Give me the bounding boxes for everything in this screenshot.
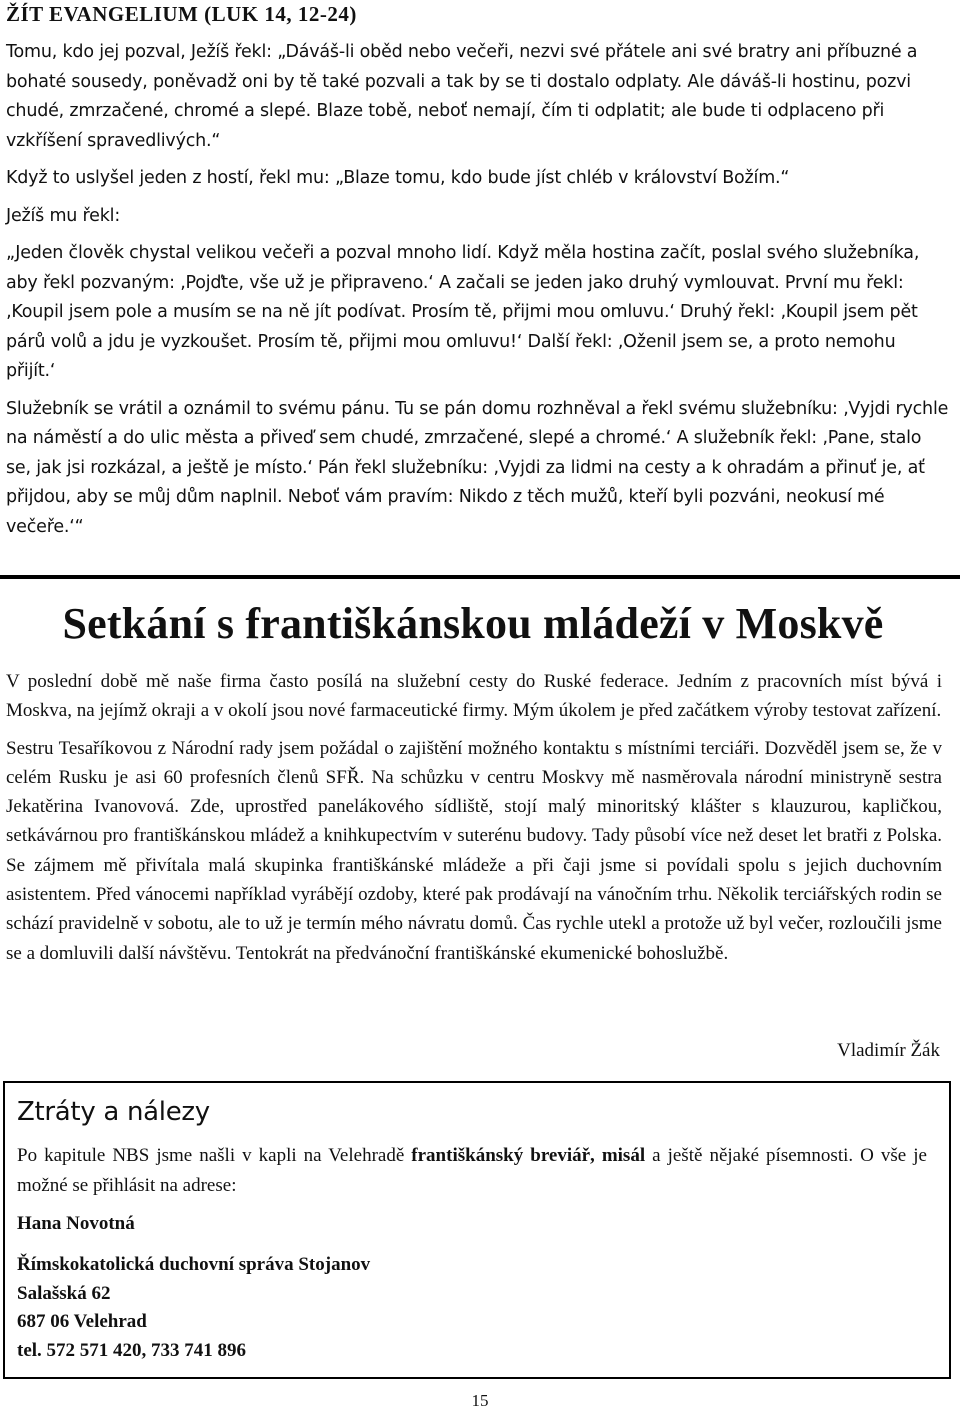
article-author: Vladimír Žák (837, 1040, 940, 1061)
gospel-text (6, 38, 950, 550)
lost-and-found-title: Ztráty a nálezy (17, 1097, 210, 1127)
intro-text-end: a ještě nějaké písemnosti. O vše je možné se přihlásit na adrese: (17, 1145, 927, 1196)
lost-and-found-intro (17, 1141, 927, 1200)
page-number: 15 (471, 1391, 489, 1410)
gospel-paragraph-1: Tomu, kdo jej pozval, Ježíš řekl: „Dáváš-li oběd nebo večeři, nezvi své přátele ani své bratry ani příbuzné a bohaté sousedy, poněvadž oni by tě také pozvali a tak by se ti dostalo odplaty. Ale dáváš-li hostinu, pozvi chudé, zmrzačené, chromé a slepé. Blaze tobě, neboť nemají, čím ti odplatit; ale bude ti odplaceno při vzkříšení spravedlivých.“ (6, 42, 918, 151)
article-paragraph-2: Sestru Tesaříkovou z Národní rady jsem požádal o zajištění možného kontaktu s místními terciáři. Dozvěděl jsem se, že v celém Rusku je asi 60 profesních členů SFŘ. Na schůzku v centru Moskvy mě nasměrovala národní ministryně sestra Jekatěrina Ivanovová. Zde, uprostřed panelákového sídliště, stojí malý minoritský klášter s klauzurou, kapličkou, setkávárnou pro františkánskou mládež a knihkupectvím v suterénu budovy. Tady působí více než deset let bratři z Polska. Se zájmem mě přivítala malá skupinka františkánské mládeže a při čaji jsme si povídali spolu s jejich duchovním asistentem. Před vánocemi například vyrábějí ozdoby, které pak prodávají na vánočním trhu. Několik terciářských rodin se schází pravidelně v sobotu, ale to už je termín mého návratu domů. Čas rychle utekl a protože už byl večer, rozloučili jsme se a domluvili další návštěvu. Tentokrát na předvánoční františkánské ekumenické bohoslužbě. (6, 737, 942, 964)
intro-text-start: Po kapitule NBS jsme našli v kapli na Velehradě (17, 1145, 412, 1166)
gospel-paragraph-2: Když to uslyšel jeden z hostí, řekl mu: „Blaze tomu, kdo bude jíst chléb v království Božím.“ (6, 168, 790, 188)
address-line-street: Salašská 62 (17, 1282, 111, 1304)
found-items: františkánský breviář, misál (411, 1145, 646, 1166)
address-line-phone: tel. 572 571 420, 733 741 896 (17, 1339, 247, 1361)
address-line-organization: Římskokatolická duchovní správa Stojanov (17, 1254, 371, 1275)
article-paragraph-1: V poslední době mě naše firma často posílá na služební cesty do Ruské federace. Jedním z pracovních míst bývá i Moskva, na jejímž okraji a v okolí jsou nové farmaceutické firmy. Mým úkolem je před začátkem výroby testovat zařízení. (6, 671, 942, 722)
article-title: Setkání s františkánskou mládeží v Moskvě (62, 599, 884, 648)
contact-name: Hana Novotná (17, 1213, 135, 1234)
gospel-paragraph-3: Ježíš mu řekl: (6, 205, 121, 226)
gospel-title: ŽÍT EVANGELIUM (LUK 14, 12-24) (6, 2, 357, 26)
article-text (6, 667, 942, 976)
section-divider (0, 575, 960, 579)
address-line-city: 687 06 Velehrad (17, 1311, 147, 1332)
gospel-paragraph-5: Služebník se vrátil a oznámil to svému pánu. Tu se pán domu rozhněval a řekl svému služebníku: ‚Vyjdi rychle na náměstí a do ulic města a přiveď sem chudé, zmrzačené, slepé a chromé.‘ A služebník řekl: ‚Pane, stalo se, jak jsi rozkázal, a ještě je místo.‘ Pán řekl služebníku: ‚Vyjdi za lidmi na cesty a k ohradám a přinuť je, ať přijdou, aby se můj dům naplnil. Neboť vám pravím: Nikdo z těch mužů, kteří byli pozváni, neokusí mé večeře.‘“ (6, 398, 949, 537)
contact-address (17, 1251, 370, 1365)
lost-and-found-box (3, 1081, 951, 1379)
gospel-paragraph-4: „Jeden člověk chystal velikou večeři a pozval mnoho lidí. Když měla hostina začít, poslal svého služebníka, aby řekl pozvaným: ‚Pojďte, vše už je připraveno.‘ A začali se jeden jako druhý vymlouvat. První mu řekl: ‚Koupil jsem pole a musím se na ně jít podívat. Prosím tě, přijmi mou omluvu.‘ Druhý řekl: ‚Koupil jsem pět párů volů a jdu je vyzkoušet. Prosím tě, přijmi mou omluvu!‘ Další řekl: ‚Oženil jsem se, a proto nemohu přijít.‘ (6, 243, 920, 381)
